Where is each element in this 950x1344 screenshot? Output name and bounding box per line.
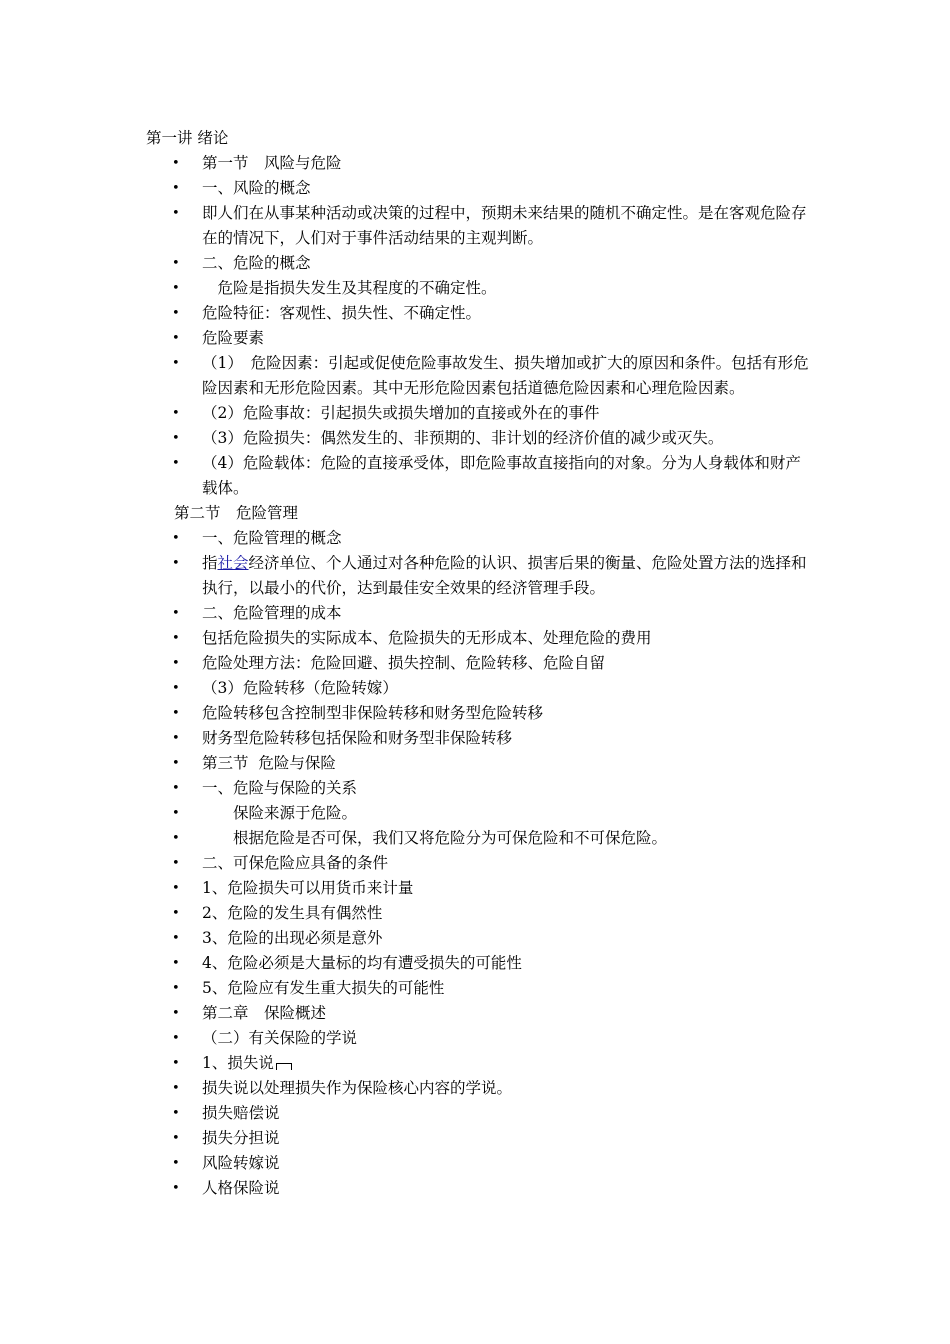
list-item <box>146 801 816 826</box>
list-item-text: 二、可保危险应具备的条件 <box>202 854 389 872</box>
list-item <box>146 1076 816 1101</box>
bullet-icon: • <box>172 756 180 771</box>
bullet-icon: • <box>172 656 180 671</box>
list-item-text: 一、危险与保险的关系 <box>202 779 358 797</box>
bullet-icon: • <box>172 306 180 321</box>
social-link[interactable]: 社会 <box>217 554 249 572</box>
bullet-icon: • <box>172 1131 180 1146</box>
bullet-icon: • <box>172 806 180 821</box>
list-item <box>146 526 816 551</box>
list-item-text: 2、危险的发生具有偶然性 <box>202 904 383 922</box>
list-item <box>146 1126 816 1151</box>
list-item-text: 1、损失说 <box>202 1054 274 1072</box>
list-item <box>146 726 816 751</box>
bullet-icon: • <box>172 1081 180 1096</box>
list-item-text: （1） 危险因素：引起或促使危险事故发生、损失增加或扩大的原因和条件。包括有形危险因素和无形危险因素。其中无形危险因素包括道德危险因素和心理危险因素。 <box>202 354 809 397</box>
list-item <box>146 201 816 251</box>
bullet-icon: • <box>172 681 180 696</box>
list-item <box>146 926 816 951</box>
list-item-text: 即人们在从事某种活动或决策的过程中，预期未来结果的随机不确定性。是在客观危险存在的情况下，人们对于事件活动结果的主观判断。 <box>202 204 807 247</box>
list-item-text: （3）危险损失：偶然发生的、非预期的、非计划的经济价值的减少或灭失。 <box>202 429 724 447</box>
bullet-icon: • <box>172 931 180 946</box>
list-item-text: 包括危险损失的实际成本、危险损失的无形成本、处理危险的费用 <box>202 629 652 647</box>
list-item <box>146 251 816 276</box>
document-body <box>146 126 816 1201</box>
bullet-icon: • <box>172 356 180 371</box>
list-item-text: 危险是指损失发生及其程度的不确定性。 <box>202 279 497 297</box>
list-item-text: 危险特征：客观性、损失性、不确定性。 <box>202 304 482 322</box>
list-item <box>146 901 816 926</box>
list-item-text: 危险转移包含控制型非保险转移和财务型危险转移 <box>202 704 544 722</box>
bullet-icon: • <box>172 456 180 471</box>
list-item <box>146 151 816 176</box>
section2-title: 第二节 危险管理 <box>174 504 299 522</box>
list-item-text: 4、危险必须是大量标的均有遭受损失的可能性 <box>202 954 522 972</box>
edit-marker-icon <box>276 1063 292 1070</box>
list-item-text: 第二章 保险概述 <box>202 1004 327 1022</box>
list-item-text: 一、风险的概念 <box>202 179 311 197</box>
bullet-icon: • <box>172 431 180 446</box>
bullet-icon: • <box>172 631 180 646</box>
list-item <box>146 776 816 801</box>
list-item-text: 二、危险管理的成本 <box>202 604 342 622</box>
list-item-text: 损失分担说 <box>202 1129 280 1147</box>
list-item <box>146 1051 816 1076</box>
list-item <box>146 551 816 601</box>
bullet-icon: • <box>172 331 180 346</box>
list-item <box>146 676 816 701</box>
bullet-icon: • <box>172 856 180 871</box>
bullet-icon: • <box>172 906 180 921</box>
list-item-text: 第一节 风险与危险 <box>202 154 342 172</box>
list-item <box>146 851 816 876</box>
bullet-icon: • <box>172 1181 180 1196</box>
list-item <box>146 626 816 651</box>
list-item <box>146 601 816 626</box>
list-item <box>146 751 816 776</box>
list-item <box>146 326 816 351</box>
list-item <box>146 976 816 1001</box>
list-item <box>146 701 816 726</box>
bullet-icon: • <box>172 881 180 896</box>
list-item <box>146 176 816 201</box>
list-item <box>146 301 816 326</box>
bullet-icon: • <box>172 1056 180 1071</box>
list-item-text: 危险处理方法：危险回避、损失控制、危险转移、危险自留 <box>202 654 606 672</box>
bullet-icon: • <box>172 531 180 546</box>
list-item-text: 根据危险是否可保，我们又将危险分为可保危险和不可保危险。 <box>202 829 668 847</box>
bullet-icon: • <box>172 706 180 721</box>
list-item <box>146 951 816 976</box>
bullet-icon: • <box>172 1106 180 1121</box>
list-item-text: 财务型危险转移包括保险和财务型非保险转移 <box>202 729 513 747</box>
section1-list <box>146 151 816 501</box>
list-item-text: （4）危险载体：危险的直接承受体，即危险事故直接指向的对象。分为人身载体和财产载体。 <box>202 454 801 497</box>
list-item-text: 保险来源于危险。 <box>202 804 358 822</box>
list-item <box>146 651 816 676</box>
list-item <box>146 351 816 401</box>
bullet-icon: • <box>172 1156 180 1171</box>
lecture-title: 第一讲 绪论 <box>146 129 229 147</box>
list-item <box>146 1001 816 1026</box>
list-item-text: 风险转嫁说 <box>202 1154 280 1172</box>
list-item <box>146 1026 816 1051</box>
list-item <box>146 1176 816 1201</box>
bullet-icon: • <box>172 831 180 846</box>
list-item <box>146 426 816 451</box>
list-item <box>146 451 816 501</box>
bullet-icon: • <box>172 1031 180 1046</box>
list-item-text: 损失说以处理损失作为保险核心内容的学说。 <box>202 1079 513 1097</box>
list-item-text: 人格保险说 <box>202 1179 280 1197</box>
list-item-text: 5、危险应有发生重大损失的可能性 <box>202 979 445 997</box>
list-item <box>146 826 816 851</box>
social-suffix: 经济单位、个人通过对各种危险的认识、损害后果的衡量、危险处置方法的选择和执行，以最小的代价，达到最佳安全效果的经济管理手段。 <box>202 554 807 597</box>
bullet-icon: • <box>172 406 180 421</box>
bullet-icon: • <box>172 556 180 571</box>
list-item-text: 1、危险损失可以用货币来计量 <box>202 879 414 897</box>
list-item-text: 二、危险的概念 <box>202 254 311 272</box>
list-item-text: （2）危险事故：引起损失或损失增加的直接或外在的事件 <box>202 404 600 422</box>
bullet-icon: • <box>172 256 180 271</box>
list-item-text: （二）有关保险的学说 <box>202 1029 358 1047</box>
bullet-icon: • <box>172 606 180 621</box>
bullet-icon: • <box>172 206 180 221</box>
bullet-icon: • <box>172 731 180 746</box>
bullet-icon: • <box>172 281 180 296</box>
bullet-icon: • <box>172 956 180 971</box>
bullet-icon: • <box>172 181 180 196</box>
list-item-text: 一、危险管理的概念 <box>202 529 342 547</box>
bullet-icon: • <box>172 981 180 996</box>
bullet-icon: • <box>172 781 180 796</box>
list-item <box>146 1101 816 1126</box>
list-item-text: 损失赔偿说 <box>202 1104 280 1122</box>
section2-list <box>146 526 816 1201</box>
list-item-text: 3、危险的出现必须是意外 <box>202 929 383 947</box>
list-item <box>146 276 816 301</box>
list-item <box>146 401 816 426</box>
list-item <box>146 1151 816 1176</box>
list-item-text: 危险要素 <box>202 329 265 347</box>
list-item-text: （3）危险转移（危险转嫁） <box>202 679 398 697</box>
bullet-icon: • <box>172 156 180 171</box>
list-item <box>146 876 816 901</box>
bullet-icon: • <box>172 1006 180 1021</box>
list-item-text: 第三节 危险与保险 <box>202 754 336 772</box>
social-prefix: 指 <box>202 554 218 572</box>
